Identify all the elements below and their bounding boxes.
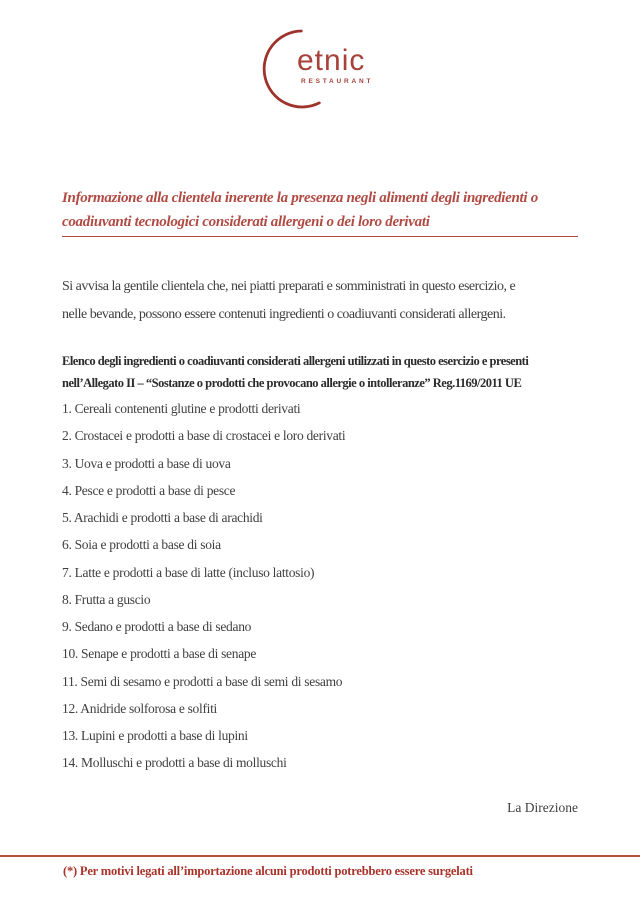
allergen-item-2: 2. Crostacei e prodotti a base di crostacei e loro derivati bbox=[62, 428, 346, 444]
page-title-line-2: coadiuvanti tecnologici considerati allergeni o dei loro derivati bbox=[62, 214, 430, 230]
signature: La Direzione bbox=[507, 800, 578, 815]
intro-line-1: Si avvisa la gentile clientela che, nei piatti preparati e somministrati in questo esercizio, e bbox=[62, 279, 516, 294]
frozen-products-footnote: (*) Per motivi legati all’importazione alcuni prodotti potrebbero essere surgelati bbox=[63, 864, 473, 878]
allergen-item-3: 3. Uova e prodotti a base di uova bbox=[62, 455, 231, 471]
restaurant-logo bbox=[0, 0, 640, 120]
allergen-item-7: 7. Latte e prodotti a base di latte (incluso lattosio) bbox=[62, 564, 315, 580]
brand-name: etnic bbox=[297, 44, 366, 77]
allergen-item-12: 12. Anidride solforosa e solfiti bbox=[62, 700, 218, 716]
allergen-item-14: 14. Molluschi e prodotti a base di molluschi bbox=[62, 755, 287, 771]
footer-divider bbox=[0, 855, 640, 857]
allergen-item-8: 8. Frutta a guscio bbox=[62, 591, 151, 607]
allergen-list bbox=[62, 395, 345, 777]
allergen-list-header-line-1: Elenco degli ingredienti o coadiuvanti considerati allergeni utilizzati in questo esercizio e presenti bbox=[62, 354, 529, 368]
allergen-item-5: 5. Arachidi e prodotti a base di arachidi bbox=[62, 510, 263, 525]
allergen-item-11: 11. Semi di sesamo e prodotti a base di semi di sesamo bbox=[62, 673, 343, 689]
allergen-item-4: 4. Pesce e prodotti a base di pesce bbox=[62, 482, 236, 498]
allergen-item-10: 10. Senape e prodotti a base di senape bbox=[62, 646, 257, 662]
allergen-item-1: 1. Cereali contenenti glutine e prodotti derivati bbox=[62, 401, 301, 416]
intro-paragraph bbox=[62, 273, 515, 329]
page-title-line-1: Informazione alla clientela inerente la presenza negli alimenti degli ingredienti o bbox=[62, 190, 538, 206]
allergen-item-13: 13. Lupini e prodotti a base di lupini bbox=[62, 728, 248, 743]
allergen-item-9: 9. Sedano e prodotti a base di sedano bbox=[62, 619, 252, 634]
allergen-list-header bbox=[62, 350, 528, 394]
brand-tagline: RESTAURANT bbox=[301, 78, 374, 85]
page-title bbox=[62, 186, 578, 237]
allergen-list-header-line-2: nell’Allegato II – “Sostanze o prodotti che provocano allergie o intolleranze” Reg.1169/2011 UE bbox=[62, 376, 522, 390]
allergen-item-6: 6. Soia e prodotti a base di soia bbox=[62, 537, 221, 553]
intro-line-2: nelle bevande, possono essere contenuti ingredienti o coadiuvanti considerati allergeni. bbox=[62, 307, 506, 322]
